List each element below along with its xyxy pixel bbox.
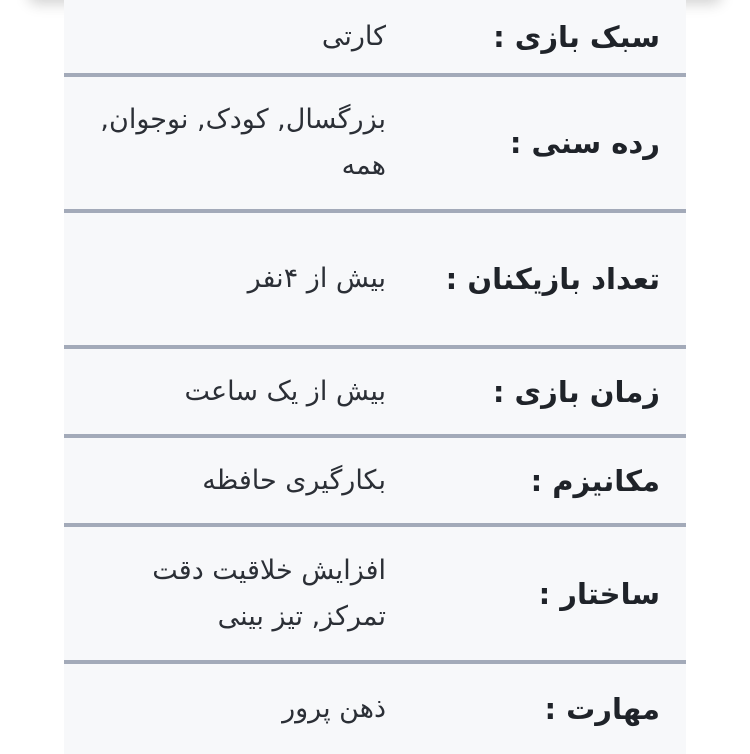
row-label: زمان بازی : [492,374,660,409]
row-label: مکانیزم : [530,463,660,498]
row-value: افزایش خلاقیت دقت تمرکز, تیز بینی [152,554,386,632]
row-value: بیش از ۴نفر [247,263,386,294]
row-label: سبک بازی : [493,19,660,54]
row-value: بکارگیری حافظه [202,464,386,496]
table-row-mechanism [64,438,686,527]
row-value: کارتی [321,20,386,52]
row-label: مهارت : [544,692,660,726]
table-row-play-time [64,349,686,438]
row-value: بزرگسال, کودک, نوجوان, همه [100,104,386,181]
row-value: بیش از یک ساعت [184,375,386,407]
table-row-game-style [64,0,686,77]
row-value: ذهن پرور [282,693,386,724]
table-row-skill [64,664,686,754]
product-attributes-table [64,0,686,754]
row-label: رده سنی : [509,126,660,160]
table-row-structure [64,527,686,664]
table-row-players [64,213,686,349]
row-label: تعداد بازیکنان : [445,262,660,296]
table-row-age-group [64,77,686,213]
row-label: ساختار : [538,576,660,611]
